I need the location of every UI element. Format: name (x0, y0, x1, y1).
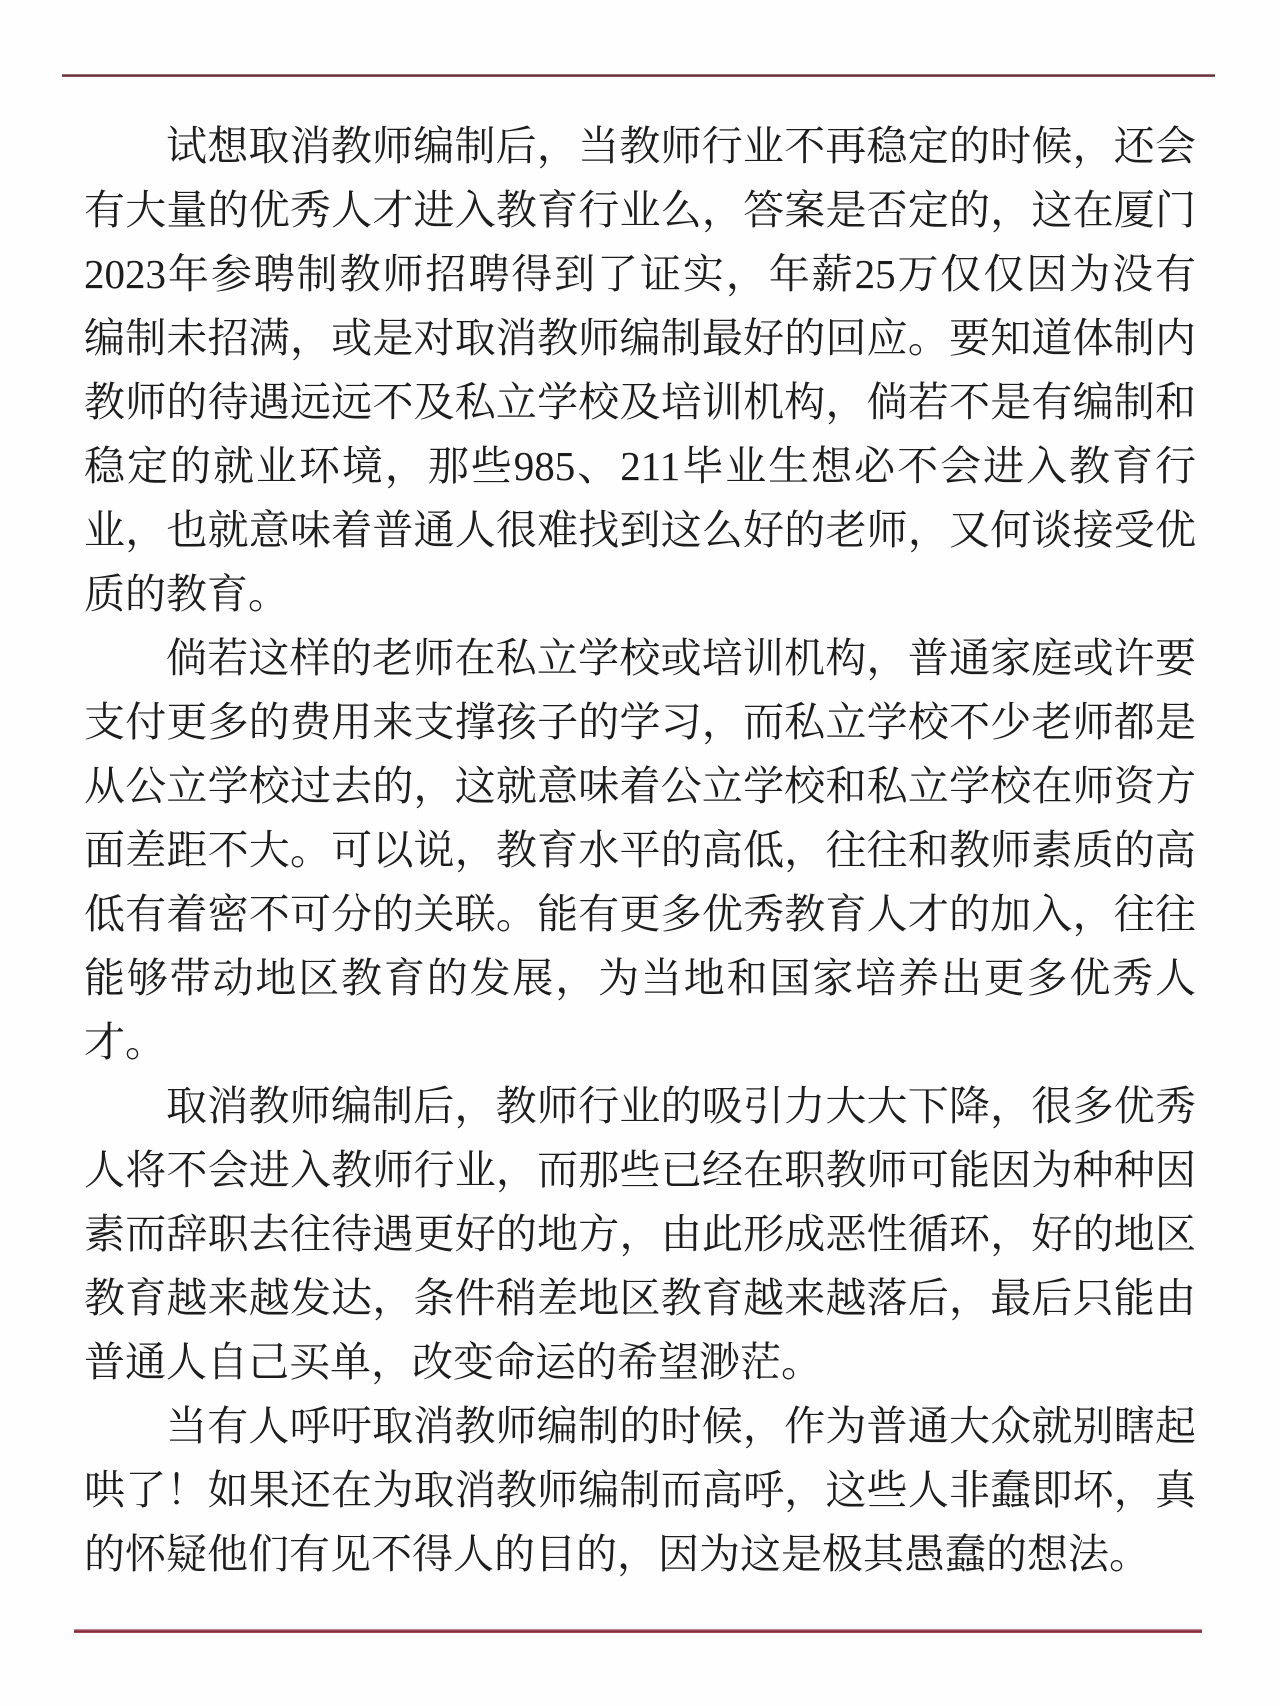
text-line: 教师的待遇远远不及私立学校及培训机构，倘若不是有编制和 (84, 379, 1196, 425)
text-line: 稳定的就业环境，那些985、211毕业生想必不会进入教育行 (84, 443, 1196, 489)
paragraph (84, 1394, 1196, 1586)
text-line: 低有着密不可分的关联。能有更多优秀教育人才的加入，往往 (84, 891, 1196, 937)
text-line: 教育越来越发达，条件稍差地区教育越来越落后，最后只能由 (84, 1275, 1196, 1321)
article-body (84, 114, 1196, 1586)
text-line: 的怀疑他们有见不得人的目的，因为这是极其愚蠢的想法。 (84, 1531, 1150, 1577)
top-horizontal-rule (62, 74, 1215, 77)
text-line: 支付更多的费用来支撑孩子的学习，而私立学校不少老师都是 (84, 699, 1196, 745)
text-line: 人将不会进入教师行业，而那些已经在职教师可能因为种种因 (84, 1147, 1196, 1193)
text-line: 倘若这样的老师在私立学校或培训机构，普通家庭或许要 (166, 635, 1196, 681)
text-line: 能够带动地区教育的发展，为当地和国家培养出更多优秀人 (84, 955, 1196, 1001)
text-line: 2023年参聘制教师招聘得到了证实，年薪25万仅仅因为没有 (84, 251, 1196, 297)
text-line: 面差距不大。可以说，教育水平的高低，往往和教师素质的高 (84, 827, 1196, 873)
text-line: 才。 (84, 1019, 166, 1065)
text-line: 有大量的优秀人才进入教育行业么，答案是否定的，这在厦门 (84, 187, 1196, 233)
text-line: 哄了！如果还在为取消教师编制而高呼，这些人非蠢即坏，真 (84, 1467, 1196, 1513)
text-line: 普通人自己买单，改变命运的希望渺茫。 (84, 1339, 822, 1385)
text-line: 取消教师编制后，教师行业的吸引力大大下降，很多优秀 (166, 1083, 1196, 1129)
text-line: 素而辞职去往待遇更好的地方，由此形成恶性循环，好的地区 (84, 1211, 1196, 1257)
paragraph (84, 626, 1196, 1074)
text-line: 质的教育。 (84, 571, 289, 617)
bottom-horizontal-rule (74, 1629, 1202, 1633)
text-line: 当有人呼吁取消教师编制的时候，作为普通大众就别瞎起 (166, 1403, 1196, 1449)
paragraph (84, 1074, 1196, 1394)
paragraph (84, 114, 1196, 626)
text-line: 业，也就意味着普通人很难找到这么好的老师，又何谈接受优 (84, 507, 1196, 553)
text-line: 试想取消教师编制后，当教师行业不再稳定的时候，还会 (166, 123, 1196, 169)
text-line: 编制未招满，或是对取消教师编制最好的回应。要知道体制内 (84, 315, 1196, 361)
text-line: 从公立学校过去的，这就意味着公立学校和私立学校在师资方 (84, 763, 1196, 809)
